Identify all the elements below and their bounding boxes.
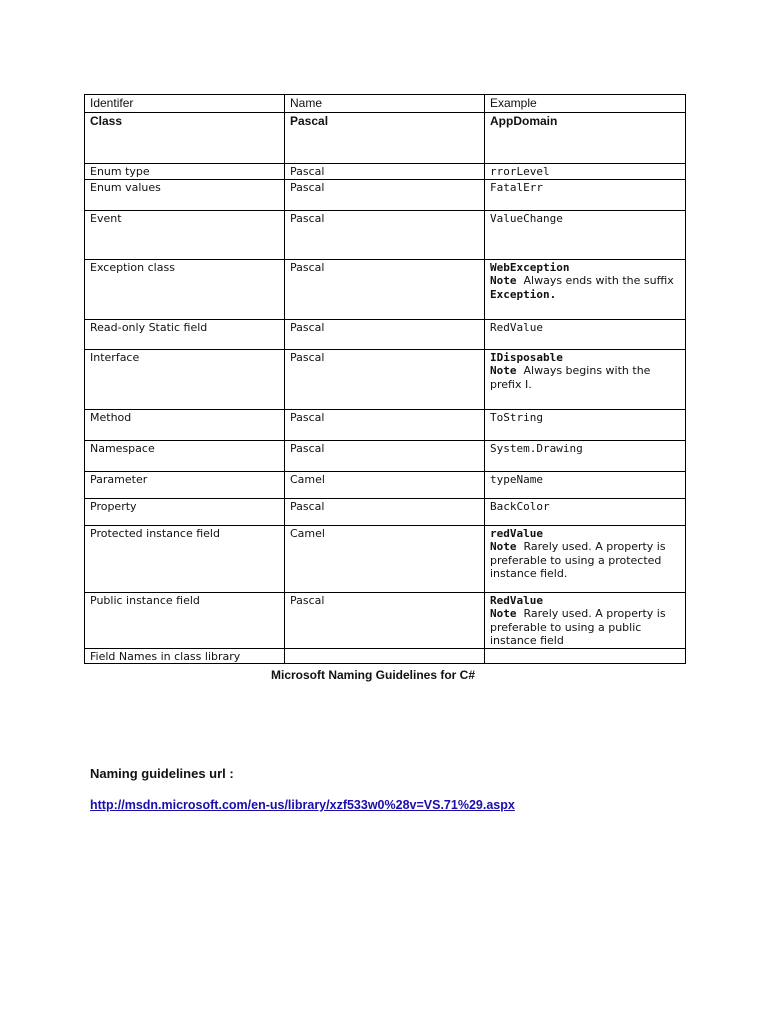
table-caption: Microsoft Naming Guidelines for C#: [270, 668, 476, 682]
name-cell: Pascal: [285, 319, 485, 349]
example-cell: ToString: [485, 409, 686, 440]
identifier-cell: Property: [85, 498, 285, 525]
identifier-cell: Class: [85, 113, 285, 164]
identifier-cell: Parameter: [85, 471, 285, 498]
name-cell: Pascal: [285, 440, 485, 471]
name-cell: Pascal: [285, 409, 485, 440]
identifier-cell: Enum values: [85, 179, 285, 210]
column-header-name: Name: [285, 95, 485, 113]
name-cell: Pascal: [285, 210, 485, 259]
example-cell: RedValue: [485, 319, 686, 349]
example-cell: [485, 259, 686, 319]
table-row: [85, 179, 686, 210]
example-cell: typeName: [485, 471, 686, 498]
identifier-cell: Method: [85, 409, 285, 440]
example-cell: rrorLevel: [485, 164, 686, 180]
table-row: [85, 440, 686, 471]
note-label: Note: [490, 540, 517, 553]
note-line: [490, 607, 680, 648]
table-row: [85, 471, 686, 498]
note-label: Note: [490, 607, 517, 620]
column-header-example: Example: [485, 95, 686, 113]
name-cell: Pascal: [285, 349, 485, 409]
example-cell: FatalErr: [485, 179, 686, 210]
example-cell: ValueChange: [485, 210, 686, 259]
table-row: [85, 498, 686, 525]
table-row: [85, 210, 686, 259]
identifier-cell: Exception class: [85, 259, 285, 319]
table-row: [85, 164, 686, 180]
table-row: [85, 648, 686, 664]
note-label: Note: [490, 364, 517, 377]
identifier-cell: Protected instance field: [85, 525, 285, 592]
example-cell: [485, 525, 686, 592]
column-header-identifier: Identifer: [85, 95, 285, 113]
name-cell: Pascal: [285, 259, 485, 319]
example-value: RedValue: [490, 593, 543, 607]
example-value: WebException: [490, 260, 570, 274]
table-row: [85, 113, 686, 164]
name-cell: [285, 648, 485, 664]
identifier-cell: Event: [85, 210, 285, 259]
note-suffix: Exception.: [490, 287, 557, 301]
naming-guidelines-table: [84, 94, 686, 664]
example-cell: BackColor: [485, 498, 686, 525]
name-cell: Pascal: [285, 592, 485, 648]
example-value: redValue: [490, 526, 543, 540]
note-text: Always ends with the suffix: [523, 274, 674, 287]
table-header-row: [85, 95, 686, 113]
note-text: Rarely used. A property is preferable to using a protected instance field.: [490, 540, 666, 580]
note-line: [490, 540, 680, 581]
note-line: [490, 274, 680, 288]
table-row: [85, 349, 686, 409]
name-cell: Pascal: [285, 498, 485, 525]
name-cell: Camel: [285, 525, 485, 592]
identifier-cell: Interface: [85, 349, 285, 409]
name-cell: Pascal: [285, 179, 485, 210]
identifier-cell: Public instance field: [85, 592, 285, 648]
url-label: Naming guidelines url :: [90, 766, 234, 781]
name-cell: Pascal: [285, 113, 485, 164]
example-cell: [485, 648, 686, 664]
identifier-cell: Enum type: [85, 164, 285, 180]
name-cell: Camel: [285, 471, 485, 498]
example-cell: AppDomain: [485, 113, 686, 164]
note-text: Rarely used. A property is preferable to using a public instance field: [490, 607, 666, 647]
note-label: Note: [490, 274, 517, 287]
identifier-cell: Field Names in class library: [85, 648, 285, 664]
naming-guidelines-link[interactable]: http://msdn.microsoft.com/en-us/library/xzf533w0%28v=VS.71%29.aspx: [90, 798, 515, 812]
table-row: [85, 409, 686, 440]
table-row: [85, 525, 686, 592]
example-cell: System.Drawing: [485, 440, 686, 471]
note-text: Always begins with the prefix I.: [490, 364, 651, 391]
example-cell: [485, 349, 686, 409]
name-cell: Pascal: [285, 164, 485, 180]
identifier-cell: Read-only Static field: [85, 319, 285, 349]
table-row: [85, 592, 686, 648]
note-line: [490, 364, 680, 391]
table-row: [85, 319, 686, 349]
example-value: IDisposable: [490, 350, 563, 364]
identifier-cell: Namespace: [85, 440, 285, 471]
example-cell: [485, 592, 686, 648]
table-row: [85, 259, 686, 319]
